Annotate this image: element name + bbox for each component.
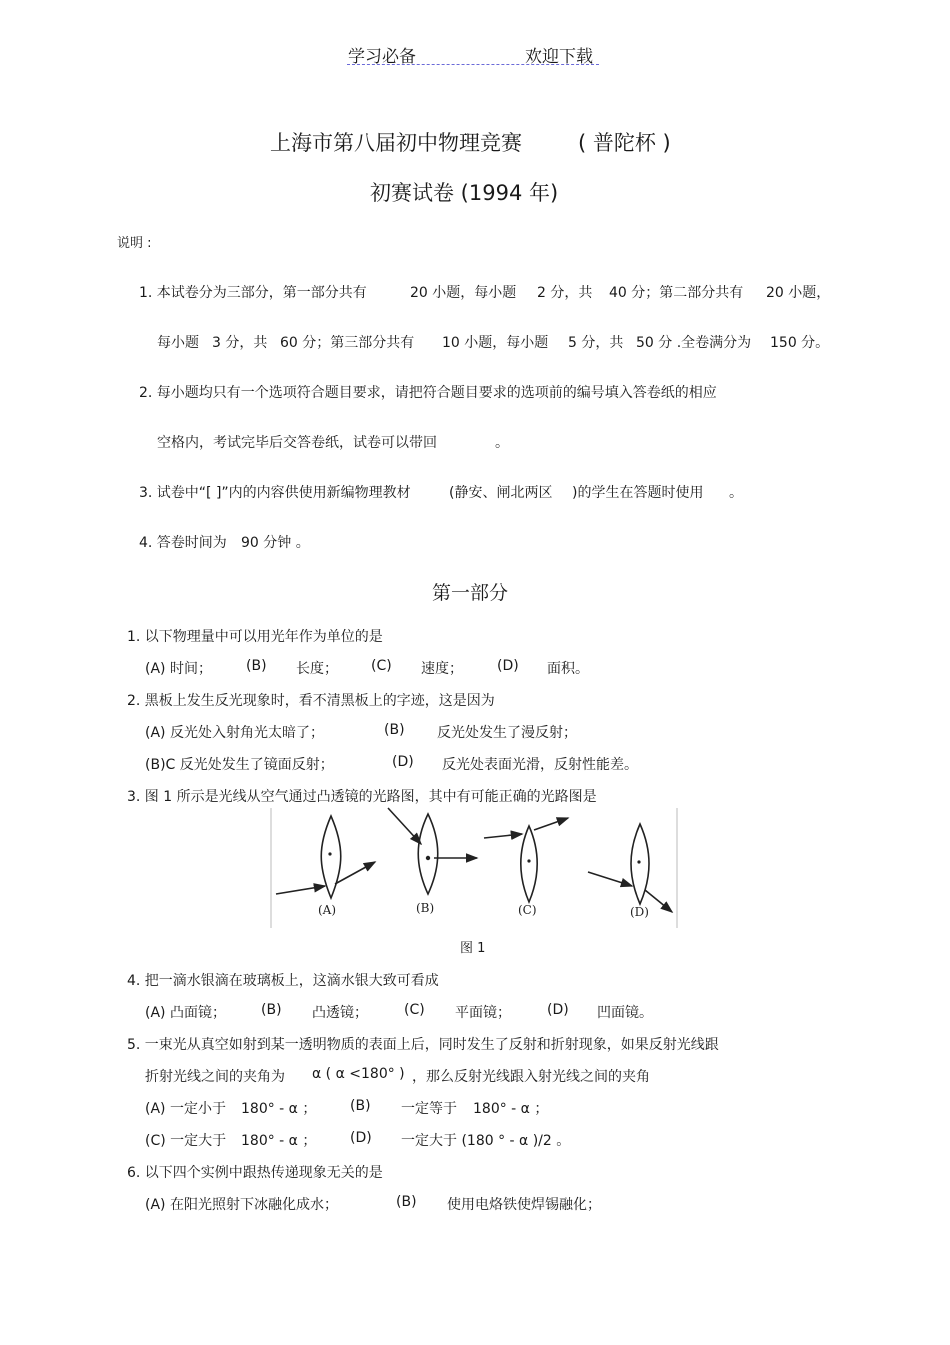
q1-option-a: (A) 时间；: [145, 661, 212, 677]
q2-option-b-label: (B): [384, 722, 405, 738]
section-title: 第一部分: [432, 582, 509, 604]
instruction-1k: 50 分 .全卷满分为: [636, 335, 752, 351]
q1-option-b-label: (B): [246, 658, 267, 674]
question-6: 6. 以下四个实例中跟热传递现象无关的是: [127, 1165, 383, 1181]
q1-option-c: 速度；: [421, 661, 463, 677]
q4-option-b: 凸透镜；: [312, 1005, 368, 1021]
instruction-1e: 20 小题，: [766, 285, 831, 301]
figure-label-d: (D): [630, 905, 649, 919]
instruction-4b: 90 分钟 。: [241, 535, 310, 551]
question-4: 4. 把一滴水银滴在玻璃板上，这滴水银大致可看成: [127, 973, 439, 989]
instruction-1b: 20 小题，每小题: [410, 285, 517, 301]
q5-option-d: 一定大于 (180 ° - α )/2 。: [401, 1133, 571, 1149]
q5-option-a-label: (A) 一定小于: [145, 1101, 226, 1117]
instruction-1g: 3 分，共: [212, 335, 268, 351]
q4-option-a: (A) 凸面镜；: [145, 1005, 226, 1021]
q4-option-c: 平面镜；: [455, 1005, 511, 1021]
q6-option-b: 使用电烙铁使焊锡融化；: [447, 1197, 601, 1213]
figure-label-a: (A): [318, 903, 337, 917]
figure-label-c: (C): [518, 903, 537, 917]
q5-option-a: 180° - α ；: [241, 1101, 317, 1117]
question-5-cont-b: α ( α <180° ): [312, 1066, 405, 1082]
lens-b-diagram: [388, 808, 477, 894]
instruction-1d: 40 分；第二部分共有: [609, 285, 744, 301]
instruction-1i: 10 小题，每小题: [442, 335, 549, 351]
q4-option-b-label: (B): [261, 1002, 282, 1018]
q4-option-d: 凹面镜。: [597, 1005, 653, 1021]
instruction-1c: 2 分，共: [537, 285, 593, 301]
instruction-1f: 每小题: [157, 335, 199, 351]
header-divider: [347, 64, 599, 65]
question-5: 5. 一束光从真空如射到某一透明物质的表面上后，同时发生了反射和折射现象，如果反射光线跟: [127, 1037, 719, 1053]
q4-option-d-label: (D): [547, 1002, 569, 1018]
q1-option-d-label: (D): [497, 658, 519, 674]
question-1: 1. 以下物理量中可以用光年作为单位的是: [127, 629, 383, 645]
instruction-2b: 空格内，考试完毕后交答卷纸，试卷可以带回: [157, 435, 437, 451]
q4-option-c-label: (C): [404, 1002, 425, 1018]
q5-option-d-label: (D): [350, 1130, 372, 1146]
question-5-cont-c: ，那么反射光线跟入射光线之间的夹角: [412, 1069, 650, 1085]
instruction-3a: 3. 试卷中“[ ]”内的内容供使用新编物理教材: [139, 485, 411, 501]
instruction-3c: )的学生在答题时使用: [572, 485, 704, 501]
page-title: 上海市第八届初中物理竞赛: [270, 131, 522, 155]
question-2: 2. 黑板上发生反光现象时，看不清黑板上的字迹，这是因为: [127, 693, 495, 709]
instruction-3b: (静安、闸北两区: [449, 485, 553, 501]
question-5-cont-a: 折射光线之间的夹角为: [145, 1069, 285, 1085]
header-right: 欢迎下载: [525, 47, 593, 67]
q5-option-b-label: (B): [350, 1098, 371, 1114]
q2-option-c: (B)C 反光处发生了镜面反射；: [145, 757, 334, 773]
instruction-2a: 2. 每小题均只有一个选项符合题目要求，请把符合题目要求的选项前的编号填入答卷纸的相应: [139, 385, 717, 401]
figure-caption: 图 1: [460, 941, 486, 956]
instruction-1a: 1. 本试卷分为三部分，第一部分共有: [139, 285, 367, 301]
header-left: 学习必备: [348, 47, 416, 67]
q6-option-a: (A) 在阳光照射下冰融化成水；: [145, 1197, 338, 1213]
lens-c-diagram: [484, 818, 568, 902]
figure-label-b: (B): [416, 901, 435, 915]
q5-option-b: 180° - α ；: [473, 1101, 549, 1117]
instruction-4a: 4. 答卷时间为: [139, 535, 227, 551]
q1-option-b: 长度；: [296, 661, 338, 677]
lens-d-diagram: [588, 824, 672, 912]
q2-option-d-label: (D): [392, 754, 414, 770]
q5-option-b-text: 一定等于: [401, 1101, 457, 1117]
q2-option-b: 反光处发生了漫反射；: [437, 725, 577, 741]
instruction-1h: 60 分；第三部分共有: [280, 335, 415, 351]
instruction-1l: 150 分。: [770, 335, 830, 351]
page-subtitle: 初赛试卷 (1994 年): [370, 181, 559, 205]
instruction-1j: 5 分，共: [568, 335, 624, 351]
q2-option-a: (A) 反光处入射角光太暗了；: [145, 725, 324, 741]
q6-option-b-label: (B): [396, 1194, 417, 1210]
page-title-paren: ( 普陀杯 ): [578, 131, 671, 155]
q1-option-d: 面积。: [547, 661, 589, 677]
instruction-3d: 。: [729, 485, 743, 501]
instructions-label: 说明 :: [117, 236, 152, 251]
lens-a-diagram: [276, 816, 375, 898]
q1-option-c-label: (C): [371, 658, 392, 674]
q5-option-c: 180° - α ；: [241, 1133, 317, 1149]
q5-option-c-label: (C) 一定大于: [145, 1133, 227, 1149]
figure-1-lens-diagrams: [270, 806, 678, 930]
question-3: 3. 图 1 所示是光线从空气通过凸透镜的光路图，其中有可能正确的光路图是: [127, 789, 597, 805]
q2-option-d: 反光处表面光滑，反射性能差。: [442, 757, 638, 773]
instruction-2c: 。: [495, 435, 509, 451]
